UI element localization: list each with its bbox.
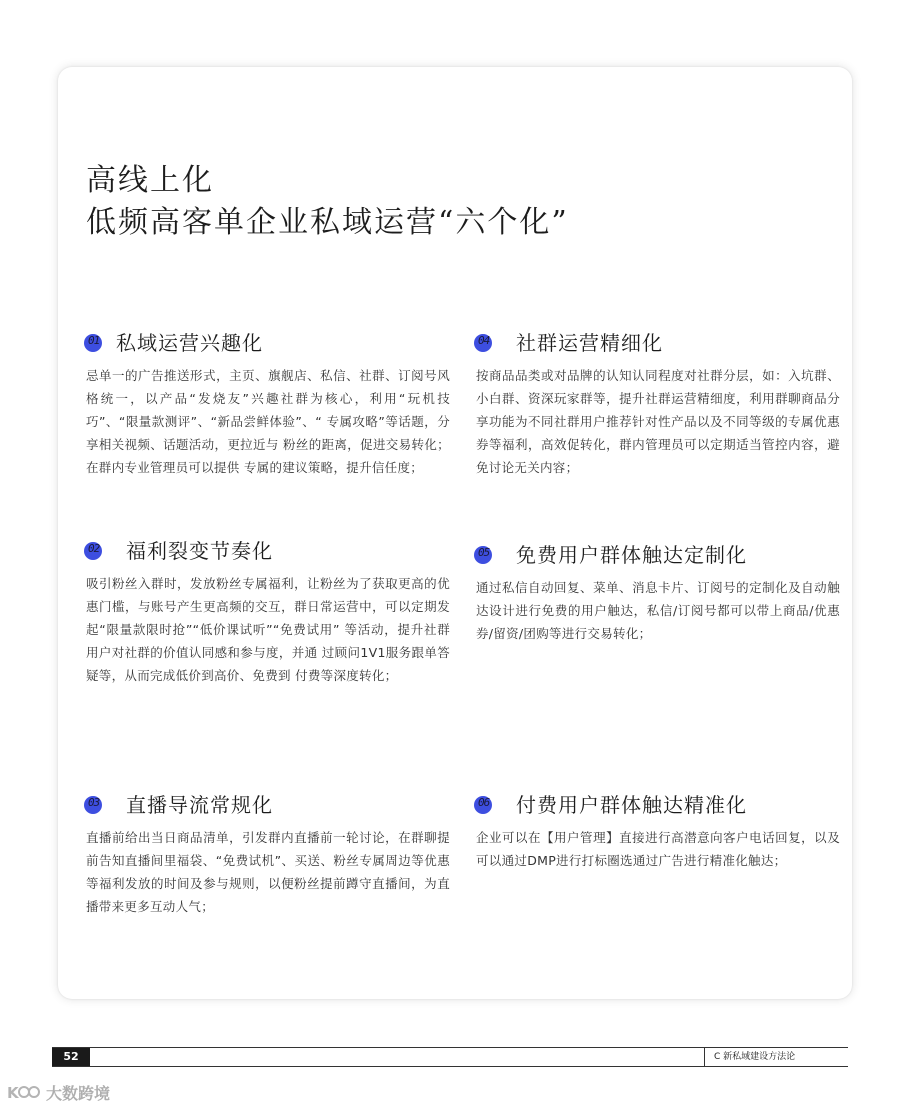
page-footer — [52, 1047, 848, 1067]
watermark — [6, 1078, 110, 1106]
section-body: 企业可以在【用户管理】直接进行高潜意向客户电话回复，以及可以通过DMP进行打标圈选通过广告进行精准化触达； — [476, 830, 840, 868]
section-title: 社群运营精细化 — [516, 331, 663, 355]
title-line-1: 高线上化 — [86, 163, 214, 198]
section-05 — [476, 538, 840, 645]
section-03 — [86, 788, 450, 918]
section-body: 吸引粉丝入群时，发放粉丝专属福利，让粉丝为了获取更高的优惠门槛，与账号产生更高频的交互，群日常运营中，可以定期发起“限量款限时抢”“低价课试听”“免费试用” 等活动，提升社群用户对社群的价值认同感和参与度，并通 过顾问1V1服务跟单答疑等，从而完成低价到高价、免费到 付费等深度转化； — [86, 576, 450, 683]
section-body: 直播前给出当日商品清单，引发群内直播前一轮讨论，在群聊提前告知直播间里福袋、“免费试机”、买送、粉丝专属周边等优惠等福利发放的时间及参与规则，以便粉丝提前蹲守直播间，为直播带来更多互动人气； — [86, 830, 450, 914]
watermark-text: 大数跨境 — [46, 1083, 111, 1103]
section-number: 04 — [478, 334, 490, 347]
footer-book-title: C 新私域建设方法论 — [714, 1052, 796, 1062]
watermark-logo-icon — [6, 1082, 42, 1102]
section-02 — [86, 534, 450, 687]
section-body: 按商品品类或对品牌的认知认同程度对社群分层，如：入坑群、小白群、资深玩家群等，提升社群运营精细度，利用群聊商品分享功能为不同社群用户推荐针对性产品以及不同等级的专属优惠券等福利，高效促转化，群内管理员可以定期适当管控内容，避免讨论无关内容； — [476, 368, 840, 475]
footer-divider — [704, 1048, 705, 1066]
section-header — [476, 788, 840, 822]
section-header — [86, 788, 450, 822]
section-number: 05 — [478, 546, 490, 559]
section-04 — [476, 326, 840, 479]
section-number: 01 — [88, 334, 100, 347]
section-title: 福利裂变节奏化 — [126, 539, 273, 563]
page-number: 52 — [52, 1048, 90, 1066]
page-title — [86, 160, 569, 244]
section-header — [476, 538, 840, 572]
section-title: 私域运营兴趣化 — [116, 331, 263, 355]
section-title: 付费用户群体触达精准化 — [516, 793, 747, 817]
section-number: 02 — [88, 542, 100, 555]
section-01 — [86, 326, 450, 479]
section-body: 忌单一的广告推送形式，主页、旗舰店、私信、社群、订阅号风格统一，以产品“发烧友”兴趣社群为核心，利用“玩机技巧”、“限量款测评”、“新品尝鲜体验”、“ 专属攻略”等话题，分享相关视频、话题活动，更拉近与 粉丝的距离，促进交易转化；在群内专业管理员可以提供 专属的建议策略，提升信任度； — [86, 368, 450, 475]
section-number: 03 — [88, 796, 100, 809]
svg-text:K: K — [7, 1084, 19, 1102]
section-body: 通过私信自动回复、菜单、消息卡片、订阅号的定制化及自动触达设计进行免费的用户触达，私信/订阅号都可以带上商品/优惠券/留资/团购等进行交易转化； — [476, 580, 840, 641]
section-header — [476, 326, 840, 360]
section-title: 免费用户群体触达定制化 — [516, 543, 747, 567]
section-header — [86, 534, 450, 568]
title-line-2: 低频高客单企业私域运营“六个化” — [86, 205, 569, 240]
section-number: 06 — [478, 796, 490, 809]
section-header — [86, 326, 450, 360]
section-06 — [476, 788, 840, 872]
section-title: 直播导流常规化 — [126, 793, 273, 817]
